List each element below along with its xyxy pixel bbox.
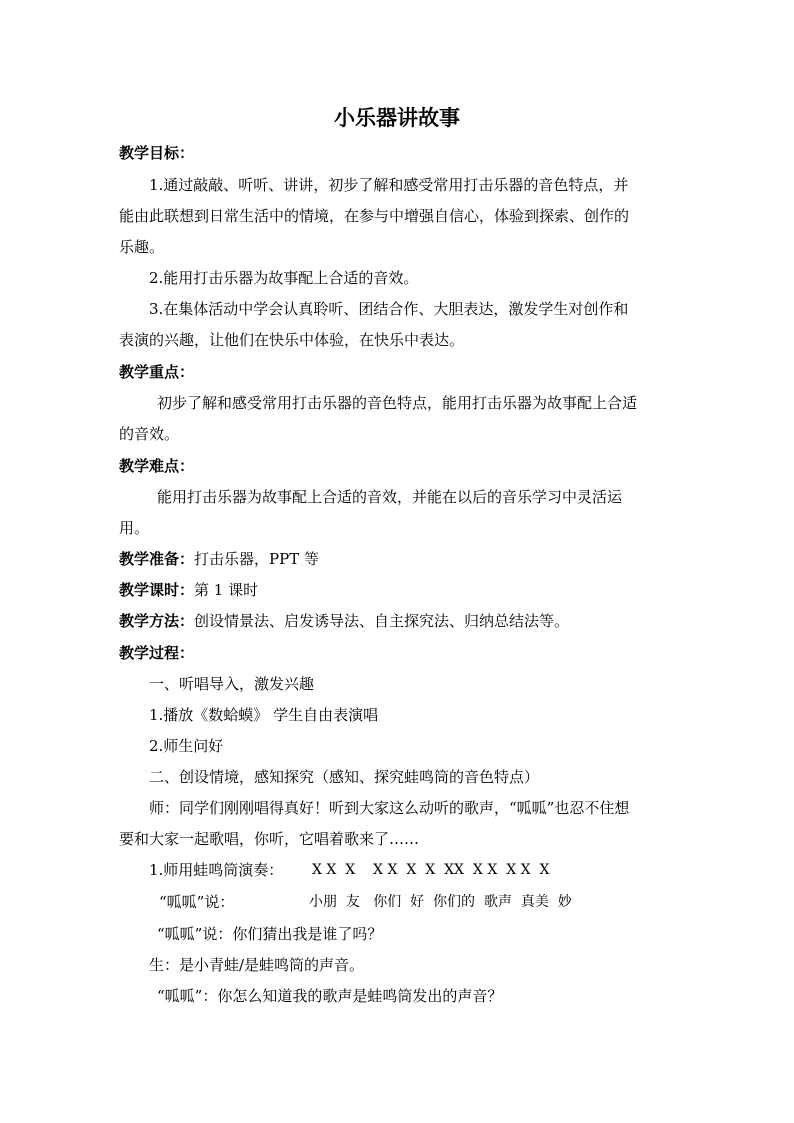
objective-1-line-2: 能由此联想到日常生活中的情境，在参与中增强自信心，体验到探索、创作的 [119, 207, 630, 225]
rhythm-notation: X X X X X X X XX X X X X X [312, 862, 550, 878]
guagua-question-2: “呱呱”：你怎么知道我的歌声是蛙鸣筒发出的声音？ [157, 987, 503, 1005]
teacher-line-1: 师：同学们刚刚唱得真好！听到大家这么动听的歌声，“呱呱”也忍不住想 [149, 799, 630, 817]
teacher-line-2: 要和大家一起歌唱，你听，它唱着歌来了…… [119, 830, 420, 848]
methods-line [119, 610, 569, 632]
document-title: 小乐器讲故事 [334, 105, 460, 130]
key-points-line-2: 的音效。 [119, 425, 180, 443]
key-points-line-1: 初步了解和感受常用打击乐器的音色特点，能用打击乐器为故事配上合适 [157, 394, 638, 412]
process-heading: 教学过程： [119, 644, 195, 662]
guagua-question: “呱呱”说：你们猜出我是谁了吗？ [157, 925, 383, 943]
class-hours-value: 第 1 课时 [194, 581, 259, 599]
key-points-heading: 教学重点： [119, 363, 195, 381]
preparation-value: 打击乐器，PPT 等 [194, 550, 319, 568]
objective-2: 2.能用打击乐器为故事配上合适的音效。 [149, 269, 419, 287]
process-section-1-item-1: 1.播放《数蛤蟆》 学生自由表演唱 [149, 706, 379, 724]
objective-1-line-3: 乐趣。 [119, 238, 165, 256]
objectives-heading: 教学目标： [119, 144, 195, 162]
difficulties-line-1: 能用打击乐器为故事配上合适的音效，并能在以后的音乐学习中灵活运 [157, 488, 623, 506]
methods-value: 创设情景法、启发诱导法、自主探究法、归纳总结法等。 [194, 612, 570, 630]
preparation-label: 教学准备： [119, 550, 195, 568]
perform-label: 1.师用蛙鸣筒演奏： [149, 861, 284, 879]
process-section-1-item-2: 2.师生问好 [149, 737, 224, 755]
student-answer: 生：是小青蛙/是蛙鸣筒的声音。 [149, 956, 365, 974]
objective-3-line-1: 3.在集体活动中学会认真聆听、团结合作、大胆表达，激发学生对创作和 [149, 300, 629, 318]
process-section-1: 一、听唱导入，激发兴趣 [149, 675, 315, 693]
class-hours-label: 教学课时： [119, 581, 195, 599]
difficulties-line-2: 用。 [119, 519, 150, 537]
guagua-said-label: “呱呱”说： [159, 893, 235, 911]
preparation-line [119, 548, 319, 570]
objective-1-line-1: 1.通过敲敲、听听、讲讲，初步了解和感受常用打击乐器的音色特点，并 [149, 176, 629, 194]
class-hours-line [119, 579, 258, 601]
methods-label: 教学方法： [119, 612, 195, 630]
lyrics-line: 小朋 友 你们 好 你们的 歌声 真美 妙 [309, 894, 572, 910]
objective-3-line-2: 表演的兴趣，让他们在快乐中体验，在快乐中表达。 [119, 331, 465, 349]
process-section-2: 二、创设情境，感知探究（感知、探究蛙鸣筒的音色特点） [149, 768, 540, 786]
difficulties-heading: 教学难点： [119, 457, 195, 475]
